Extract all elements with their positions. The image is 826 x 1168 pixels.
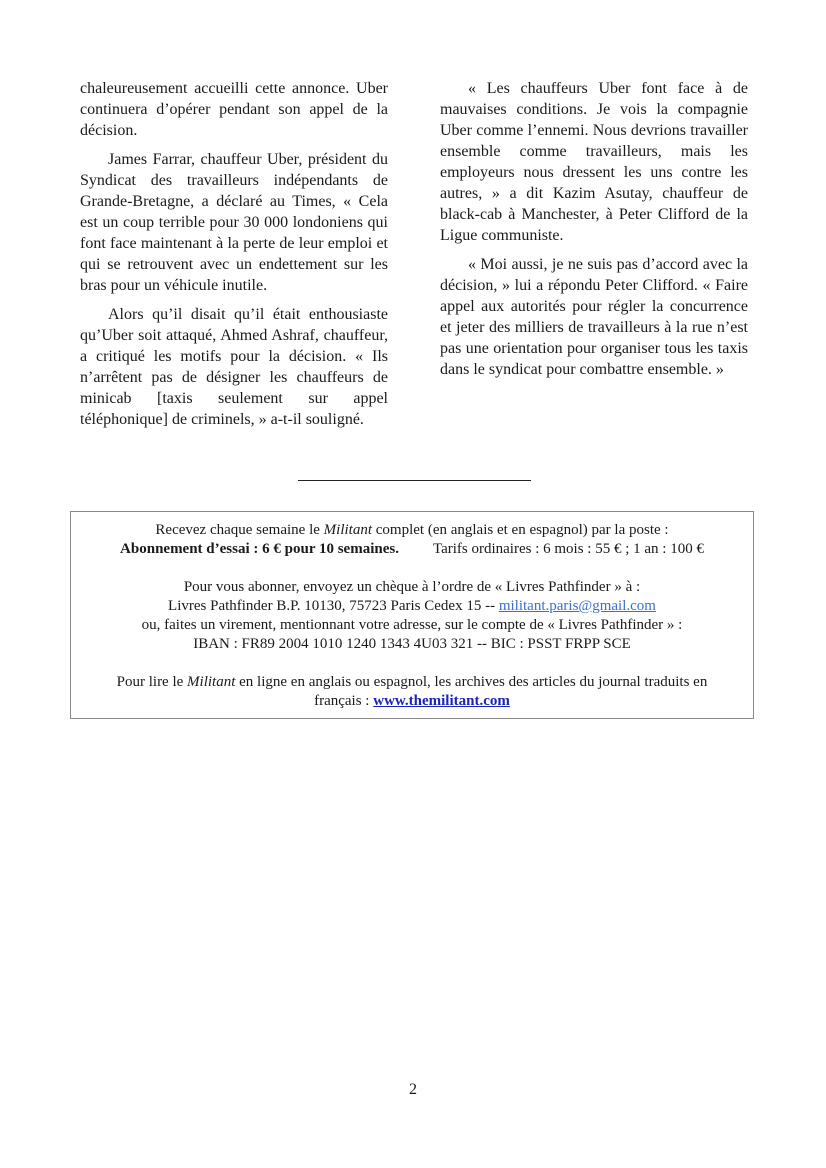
paragraph: « Moi aussi, je ne suis pas d’accord avec la décision, » lui a répondu Peter Clifford. « Faire appel aux autorités pour régler la concurrence et jeter des milliers de travailleurs à la rue n’est pas une orientation pour organiser tous les taxis dans le syndicat pour combattre ensemble. »: [440, 256, 748, 378]
paragraph: James Farrar, chauffeur Uber, président du Syndicat des travailleurs indépendants de Grande-Bretagne, a déclaré au Times, « Cela est un coup terrible pour 30 000 londoniens qui font face maintenant à la perte de leur emploi et qui se retrouvent avec un endettement sur les bras pour un véhicule inutile.: [80, 151, 388, 294]
paragraph: chaleureusement accueilli cette annonce. Uber continuera d’opérer pendant son appel de la décision.: [80, 80, 388, 139]
section-divider: [298, 480, 531, 481]
email-link[interactable]: militant.paris@gmail.com: [498, 598, 656, 614]
paragraph: Alors qu’il disait qu’il était enthousiaste qu’Uber soit attaqué, Ahmed Ashraf, chauffeur, a critiqué les motifs pour la décision. « Ils n’arrêtent pas de désigner les chauffeurs de minicab [taxis seulement sur appel téléphonique] de criminels, » a-t-il souligné.: [80, 306, 388, 428]
trial-offer: Abonnement d’essai : 6 € pour 10 semaines.: [120, 541, 399, 557]
subscription-prices: [71, 540, 753, 559]
cheque-instructions: Pour vous abonner, envoyez un chèque à l’ordre de « Livres Pathfinder » à :: [183, 579, 641, 595]
page-number: 2: [409, 1081, 417, 1098]
postal-address: Livres Pathfinder B.P. 10130, 75723 Paris Cedex 15 -- militant.paris@gmail.com: [168, 598, 656, 614]
transfer-instructions: ou, faites un virement, mentionnant votre adresse, sur le compte de « Livres Pathfinder » :: [141, 617, 683, 633]
bank-details: IBAN : FR89 2004 1010 1240 1343 4U03 321 -- BIC : PSST FRPP SCE: [193, 636, 631, 652]
article-left-column: [80, 78, 388, 438]
subscription-intro: Recevez chaque semaine le Militant complet (en anglais et en espagnol) par la poste :: [155, 522, 669, 538]
website-link[interactable]: www.themilitant.com: [373, 693, 510, 709]
militant-title: Militant: [187, 674, 236, 690]
online-info: Pour lire le Militant en ligne en anglais ou espagnol, les archives des articles du journal traduits en: [116, 674, 708, 690]
paragraph: « Les chauffeurs Uber font face à de mauvaises conditions. Je vois la compagnie Uber comme l’ennemi. Nous devrions travailler ensemble comme travailleurs, mais les employeurs nous dressent les uns contre les autres, » a dit Kazim Asutay, chauffeur de black-cab à Manchester, à Peter Clifford de la Ligue communiste.: [440, 80, 748, 244]
regular-rates: Tarifs ordinaires : 6 mois : 55 € ; 1 an : 100 €: [432, 541, 704, 557]
subscription-box: [70, 511, 754, 719]
militant-title: Militant: [323, 522, 372, 538]
article-right-column: [440, 78, 748, 388]
online-info-continued: français : www.themilitant.com: [314, 693, 510, 709]
